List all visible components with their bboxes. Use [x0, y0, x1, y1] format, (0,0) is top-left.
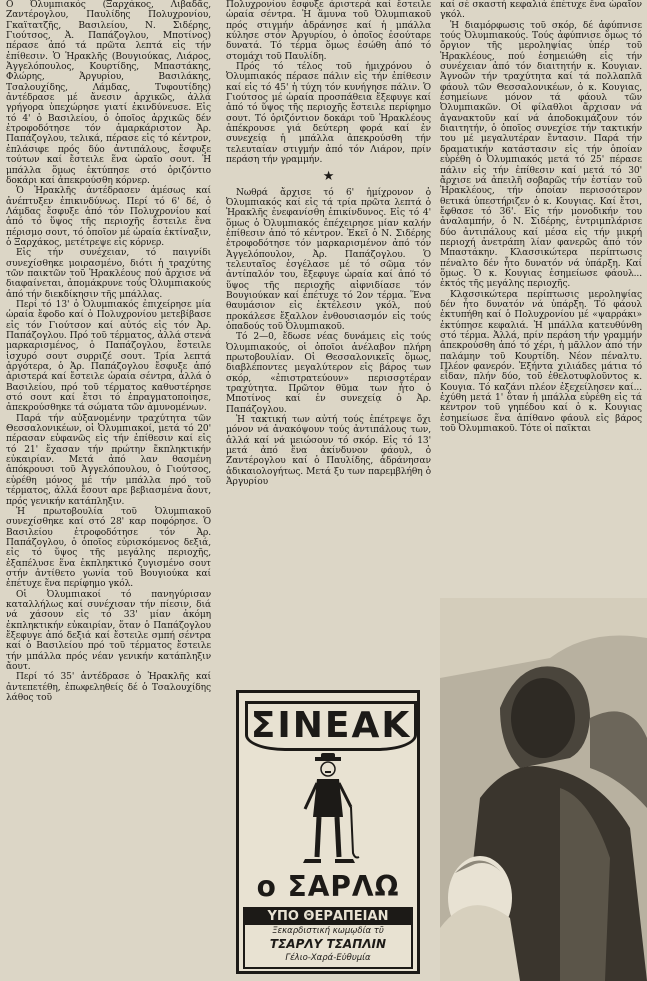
paragraph: Περί τό 13' ὁ Ὀλυμπιακός ἐπιχείρησε μία ὡραία ἔφοδο καί ὁ Πολυχρονίου μετεβίβασε εἰς τόν Γιούτσον καί αὐτός εἰς τόν Ἀρ. Παπάζογλου. Πρό τοῦ τέρματος, ἀλλά στενά μαρκαρισμένος, ὁ Παπάζογλου, ἔστειλε ἰσχυρό σουτ συρριζέ σουτ. Τρία λεπτά ἀργότερα, ὁ Ἀρ. Παπάζογλου ἔσφυξε ἀπό ἀριστερά καί ἔστειλε ὡραία σέντρα, ἀλλά ὁ Βασιλείου, πρό τοῦ τέρματος καθυστέρησε στό σουτ καί ἔτσι τό ἐπραγματοποίησε, ἀπεκρούσθηκε τά σώματα τῶν ἀμυνομένων. — [6, 299, 211, 414]
paragraph: Οἱ Ὀλυμπιακοί τό πανηγύρισαν καταλλήλως καί συνέχισαν τήν πίεσιν, διά νά χάσουν εἰς τό 33' μίαν ἀκόμη ἐκπληκτικήν εὐκαιρίαν, ὅταν ὁ Παπάζογλου ἔξεφυγε ἀπό δεξιά καί ἔστειλε σμπή σέντρα καί ὁ Βασιλείου πρό τοῦ τέρματος ἔστειλε τήν μπάλλα πρός νέαν γενικήν κατάπληξιν ἄουτ. — [6, 589, 211, 672]
paragraph: Πρός τό τέλος τοῦ ἡμιχρόνου ὁ Ὀλυμπιακός πέρασε πάλιν εἰς τήν ἐπίθεσιν καί εἰς τό 45' ἡ τύχη τόν κυνήγησε πάλιν. Ὁ Γιούτσος μέ ὡραία προσπάθεια ἔξεφυγε καί ἀπό τό ὕψος τῆς περιοχῆς ἔστειλε περίφημο σουτ. Τό ὁριζόντιον δοκάρι τοῦ Ἡρακλέους ἀπέκρουσε γιά δεύτερη φορά καί ἐν συνεχείᾳ ἡ μπάλλα ἀπεκρούσθη τήν τελευταίαν στιγμήν ἀπό τόν Λιάρον, πρίν περάση τήν γραμμήν. — [226, 62, 431, 166]
star-separator: ★ — [322, 168, 335, 184]
paragraph: Ἡ πρωτοβουλία τοῦ Ὀλυμπιακοῦ συνεχίσθηκε καί στό 28' καρ ποφόρησε. Ὁ Βασιλείου ἐτροφοδότησε τόν Ἀρ. Παπάζογλου, ὁ ὁποῖος εὐρισκόμενος δεξιά, εἰς τό ὕψος τῆς μεγάλης περιοχῆς, ἐξαπέλυσε ἕνα ἐκπληκτικό ζυγισμένο σουτ στήν ἀντίθετο γωνία τοῦ Βουγιούκα καί ἐπέτυχε ἕνα περίφημο γκόλ. — [6, 506, 211, 590]
paragraph: Κλασσικώτερα περίπτωσις μεροληψίας δέν ἦτο δυνατόν νά ὑπάρξη. Τό φάουλ ἐκτυπήθη καί ὁ Πολυχρονίου μέ «ψαρράκι» ἐκτύπησε κεφαλιά. Ἡ μπάλλα κατευθύνθη στό τέρμα. Ἀλλά, πρίν περάση τήν γραμμήν ἀπεκρούσθη ἀπό τό χέρι, ἡ μᾶλλον ἀπό τήν παλάμην τοῦ Κουρτίδη. Νέον πέναλτυ. Πλέον φανερόν. Ἐξήντα χιλιάδες μάτια τό εἶδαν, πλήν δύο, τοῦ ἐθελοτυφλοῦντος κ. Κουγια. Τό καζάνι πλέον ἐξεχείλησεν καί... ἐχύθη μετά 1' ὅταν ἡ μπάλλα εὑρέθη εἰς τά κέντρον τοῦ γηπέδου καί ὁ κ. Κουγιας ἐσημείωσε ἕνα ἀπίθανο φάουλ εἰς βάρος τοῦ Ὀλυμπιακοῦ. Τότε οἱ παῖκται — [440, 289, 642, 435]
film-title: ΥΠΟ ΘΕΡΑΠΕΙΑΝ — [245, 909, 411, 925]
paragraph: Ἡ τακτική των αὐτή τούς ἐπέτρεψε ὄχι μόνον νά ἀνακόψουν τούς ἀντιπάλους των, ἀλλά καί νά μειώσουν τό σκόρ. Εἰς τό 13' μετά ἀπό ἕνα ἀκίνδυνον φάουλ, ὁ Ζαντέρογλου καί ὁ Παυλίδης, ἀδράνησαν ἀδικαιολογήτως. Μετά ξυ των παρεμβλήθη ὁ Ἀργυρίου — [226, 415, 431, 488]
paragraph: Πολυχρονίου ἔσφυξε ἀριστερά καί ἔστειλε ὡραία σέντρα. Ἡ ἅμυνα τοῦ Ὀλυμπιακοῦ πρός στιγμήν ἀδράνησε καί ἡ μπάλλα κύλησε στόν Ἀργυρίου, ὁ ὁποῖος ἐσούταρε δυνατά. Τό τέρμα ὅμως ἐσώθη ἀπό τό στομάχι τοῦ Παυλίδη. — [226, 0, 431, 62]
paragraph: Νωθρά ἄρχισε τό 6' ἡμίχρονον ὁ Ὀλυμπιακός καί εἰς τά τρία πρῶτα λεπτά ὁ Ἡρακλῆς ἐνεφανίσθη ἐπικίνδυνος. Εἰς τό 4' ὅμως ὁ Ὀλυμπιακός ἐπέχειρησε μίαν καλήν ἐπίθεσιν ἀπό τό κέντρον. Ἐκεῖ ὁ Ν. Σιδέρης ἐτροφοδότησε τόν μαρκαρισμένον ἀπό τόν Ἀγγελόπουλον, Ἀρ. Παπάζογλου. Ὁ τελευταῖος ἐσγέλασε μέ τό σῶμα τόν ἀντίπαλόν του, ἔξεφυγε ὡραία καί ἀπό τό ὕψος τῆς περιοχῆς αἰφνιδίασε τόν Βουγιούκαν καί ἐπέτυχε τό 2ον τέρμα. Ἕνα θαυμάσιον εἰς ἐκτέλεσιν γκόλ, πού προκάλεσε ἔξαλλον ἐνθουσιασμόν εἰς τούς ὀπαδούς τοῦ Ὀλυμπιακοῦ. — [226, 187, 431, 332]
paragraph: Περί τό 35' ἀντέδρασε ὁ Ἡρακλῆς καί ἀντεπετέθη, ἐπωφεληθείς δέ ὁ Τσαλουχίδης λάθος τοῦ — [6, 672, 211, 704]
paragraph: Εἰς τήν συνέχειαν, τό παιγνίδι συνεχίσθηκε μοιρασμένο, διότι ἡ τραχύτης τῶν παικτῶν τοῦ Ἡρακλέους πού ἄρχισε νά διαφαίνεται, ἀπομάκρυνε τούς Ὀλυμπιακούς ἀπό τήν διεκδίκησιν τῆς μπάλλας. — [6, 248, 211, 300]
article-column-1 — [6, 0, 211, 981]
film-tagline: Γέλιο-Χαρά-Εὐθυμία — [285, 953, 371, 963]
film-actor: ΤΣΑΡΛΥ ΤΣΑΠΛΙΝ — [269, 937, 387, 951]
paragraph: Ἡ διαμόρφωσις τοῦ σκόρ, δέ ἀφύπνισε τούς Ὀλυμπιακούς. Τούς ἀφύπνισε ὅμως τό ὄργιον τῆς μεροληψίας ὑπέρ τοῦ Ἡρακλέους, πού ἐσημειώθη εἰς τήν συνέχειαν ἀπό τόν διαιτητήν κ. Κουγιαν. Ἀγνοῶν τήν τραχύτητα καί τά πολλαπλᾶ φάουλ τῶν Θεσσαλονικέων, ὁ κ. Κουγιας, ἐσημείωνε μόνον τά φάουλ τῶν Ὀλυμπιακῶν. Οἱ φίλαθλοι ἄρχισαν νά ἀγανακτοῦν καί νά ἀποδοκιμάζουν τόν διαιτητήν, ὁ ὁποῖος συνεχίσε τήν τακτικήν του μέ μεγαλυτέραν ἔντασιν. Παρά τήν δραματικήν κατάστασιν εἰς τήν ὁποίαν εὑρέθη ὁ Ὀλυμπιακός μετά τό 25' πέρασε πάλιν εἰς τήν ἐπίθεσιν καί μετά τό 30' ἄρχισε νά ἀπειλῆ σοβαρῶς τήν ἑστίαν τοῦ Ἡρακλέους, τήν ὁποίαν περισσότερον θετικά ὑπεστήριζεν ὁ κ. Κουγιας. Καί ἔτσι, ἔφθασε τό 36'. Εἰς τήν μονοδικήν του ἀναλαμπήν, ὁ Ν. Σιδέρης, ἐντριμπλάρισε δύο ἀντιπάλους καί μέσα εἰς τήν μικρή περιοχή ἀνετράπη λίαν φανερῶς ἀπό τόν Μπαστάκην. Κλασσικώτερα περίπτωσις πέναλτο δέν ἦτο δυνατόν νά ὑπάρξη. Καί ὅμως. Ὁ κ. Κουγιας ἐσημείωσε φάουλ... ἐκτός τῆς μεγάλης περιοχῆς. — [440, 20, 642, 290]
paragraph: καί σέ σκαστή κεφαλιά ἐπέτυχε ἕνα ὡραῖον γκόλ. — [440, 0, 642, 21]
chaplin-figure-icon — [297, 753, 361, 873]
paragraph: Παρά τήν αὐξανομένην τραχύτητα τῶν Θεσσαλονικέων, οἱ Ὀλυμπιακοί, μετά τό 20' πέρασαν εὐφανῶς εἰς τήν ἐπίθεσιν καί εἰς τό 21' ἔχασαν τήν πρώτην ἔκπληκτικήν εὐκαιρίαν. Μετά ἀπό λαν θασμένη ἀπόκρουσι τοῦ Ἀγγελόπουλου, ὁ Γιούτσος, εὑρέθη μόνος μέ τήν μπάλλα πρό τοῦ τέρματος, ἀλλά ἔσουτ αρε βεβιασμένα ἄουτ, πρός γενικήν κατάπληξιν. — [6, 413, 211, 507]
film-info-box — [243, 907, 413, 969]
cinema-name: ΣΙΝΕΑΚ — [245, 701, 417, 751]
paragraph: Τό 2—0, ἔδωσε νέας δυνάμεις εἰς τούς Ὀλυμπιακούς, οἱ ὁποῖοι ἀνέλαβον πλήρη πρωτοβουλίαν. Οἱ Θεσσαλονικεῖς ὅμως, διαβλέποντες μεγαλύτερον εἰς βάρος των σκόρ, «ἐπιστρατεύουν» περισσοτέραν τραχύτητα. Πρῶτον θῦμα των ἦτο ὁ Μποτίνος καί ἐν συνεχείᾳ ὁ Ἀρ. Παπάζογλου. — [226, 332, 431, 415]
film-genre: Ξεκαρδιστική κωμῳδία τῦ — [272, 926, 384, 936]
film-star-name: ο ΣΑΡΛΩ — [256, 870, 400, 903]
movie-poster-image — [440, 598, 647, 981]
paragraph: Ο Ὀλυμπιακός (Ξαρχάκος, Λιβαδᾶς, Ζαντέρογλου, Παυλίδης Πολυχρονίου, Γκαϊτατζῆς, Βασιλείου, Ν. Σιδέρης, Γιούτσος, Ἀ. Παπάζογλου, Μποτίνος) πέρασε ἀπό τά πρῶτα λεπτά εἰς τήν ἐπίθεσιν. Ὁ Ἡρακλῆς (Βουγιούκας, Λιάρος, Ἀγγελόπουλος, Κουρτίδης, Μπαστάκης, Φλώρης, Ἀργυρίου, Βασιλάκης, Τσαλουχίδης, Λάμδας, Τυφουτίδης) ἀντέδρασε μέ ἄνεσιν ἀρχικῶς, ἀλλά γρήγορα ὑπεχώρησε γιατί ἐκινδύνευσε. Εἰς τό 4' ὁ Βασιλείου, ὁ ὁποῖος ἀρχικῶς δέν ἐτροφοδότησε τόν ἀμαρκάριστον Ἀρ. Παπάζογλου, τελικά, πέρασε εἰς τό κέντρον, ἐπλάσιφε πρός δύο ἀντιπάλους, ἔσφυξε τούτων καί ἔστειλε ἕνα ὡραῖο σουτ. Ἡ μπάλλα ὅμως ἐκτύπησε στό ὁριζόντιο δοκάρι καί ἀπεκρούσθη κόρνερ. — [6, 0, 211, 186]
cinema-advertisement — [236, 690, 420, 974]
article-column-2 — [226, 0, 431, 682]
paragraph: Ὁ Ἡρακλῆς ἀντέδρασεν ἀμέσως καί ἀνέπτυξεν ἐπικινδύνως. Περί τό 6' δέ, ὁ Λάμδας ἔσφυξε ἀπό τόν Πολυχρονίου καί ἀπό τό ὕψος τῆς περιοχῆς ἔστειλε ἕνα πέρισμο σουτ, τό ὁποῖον μέ ὡραία ἐκτίναξιν, ὁ Ξαρχάκος, μετέτρεψε εἰς κόρνερ. — [6, 186, 211, 248]
article-column-3 — [440, 0, 642, 590]
